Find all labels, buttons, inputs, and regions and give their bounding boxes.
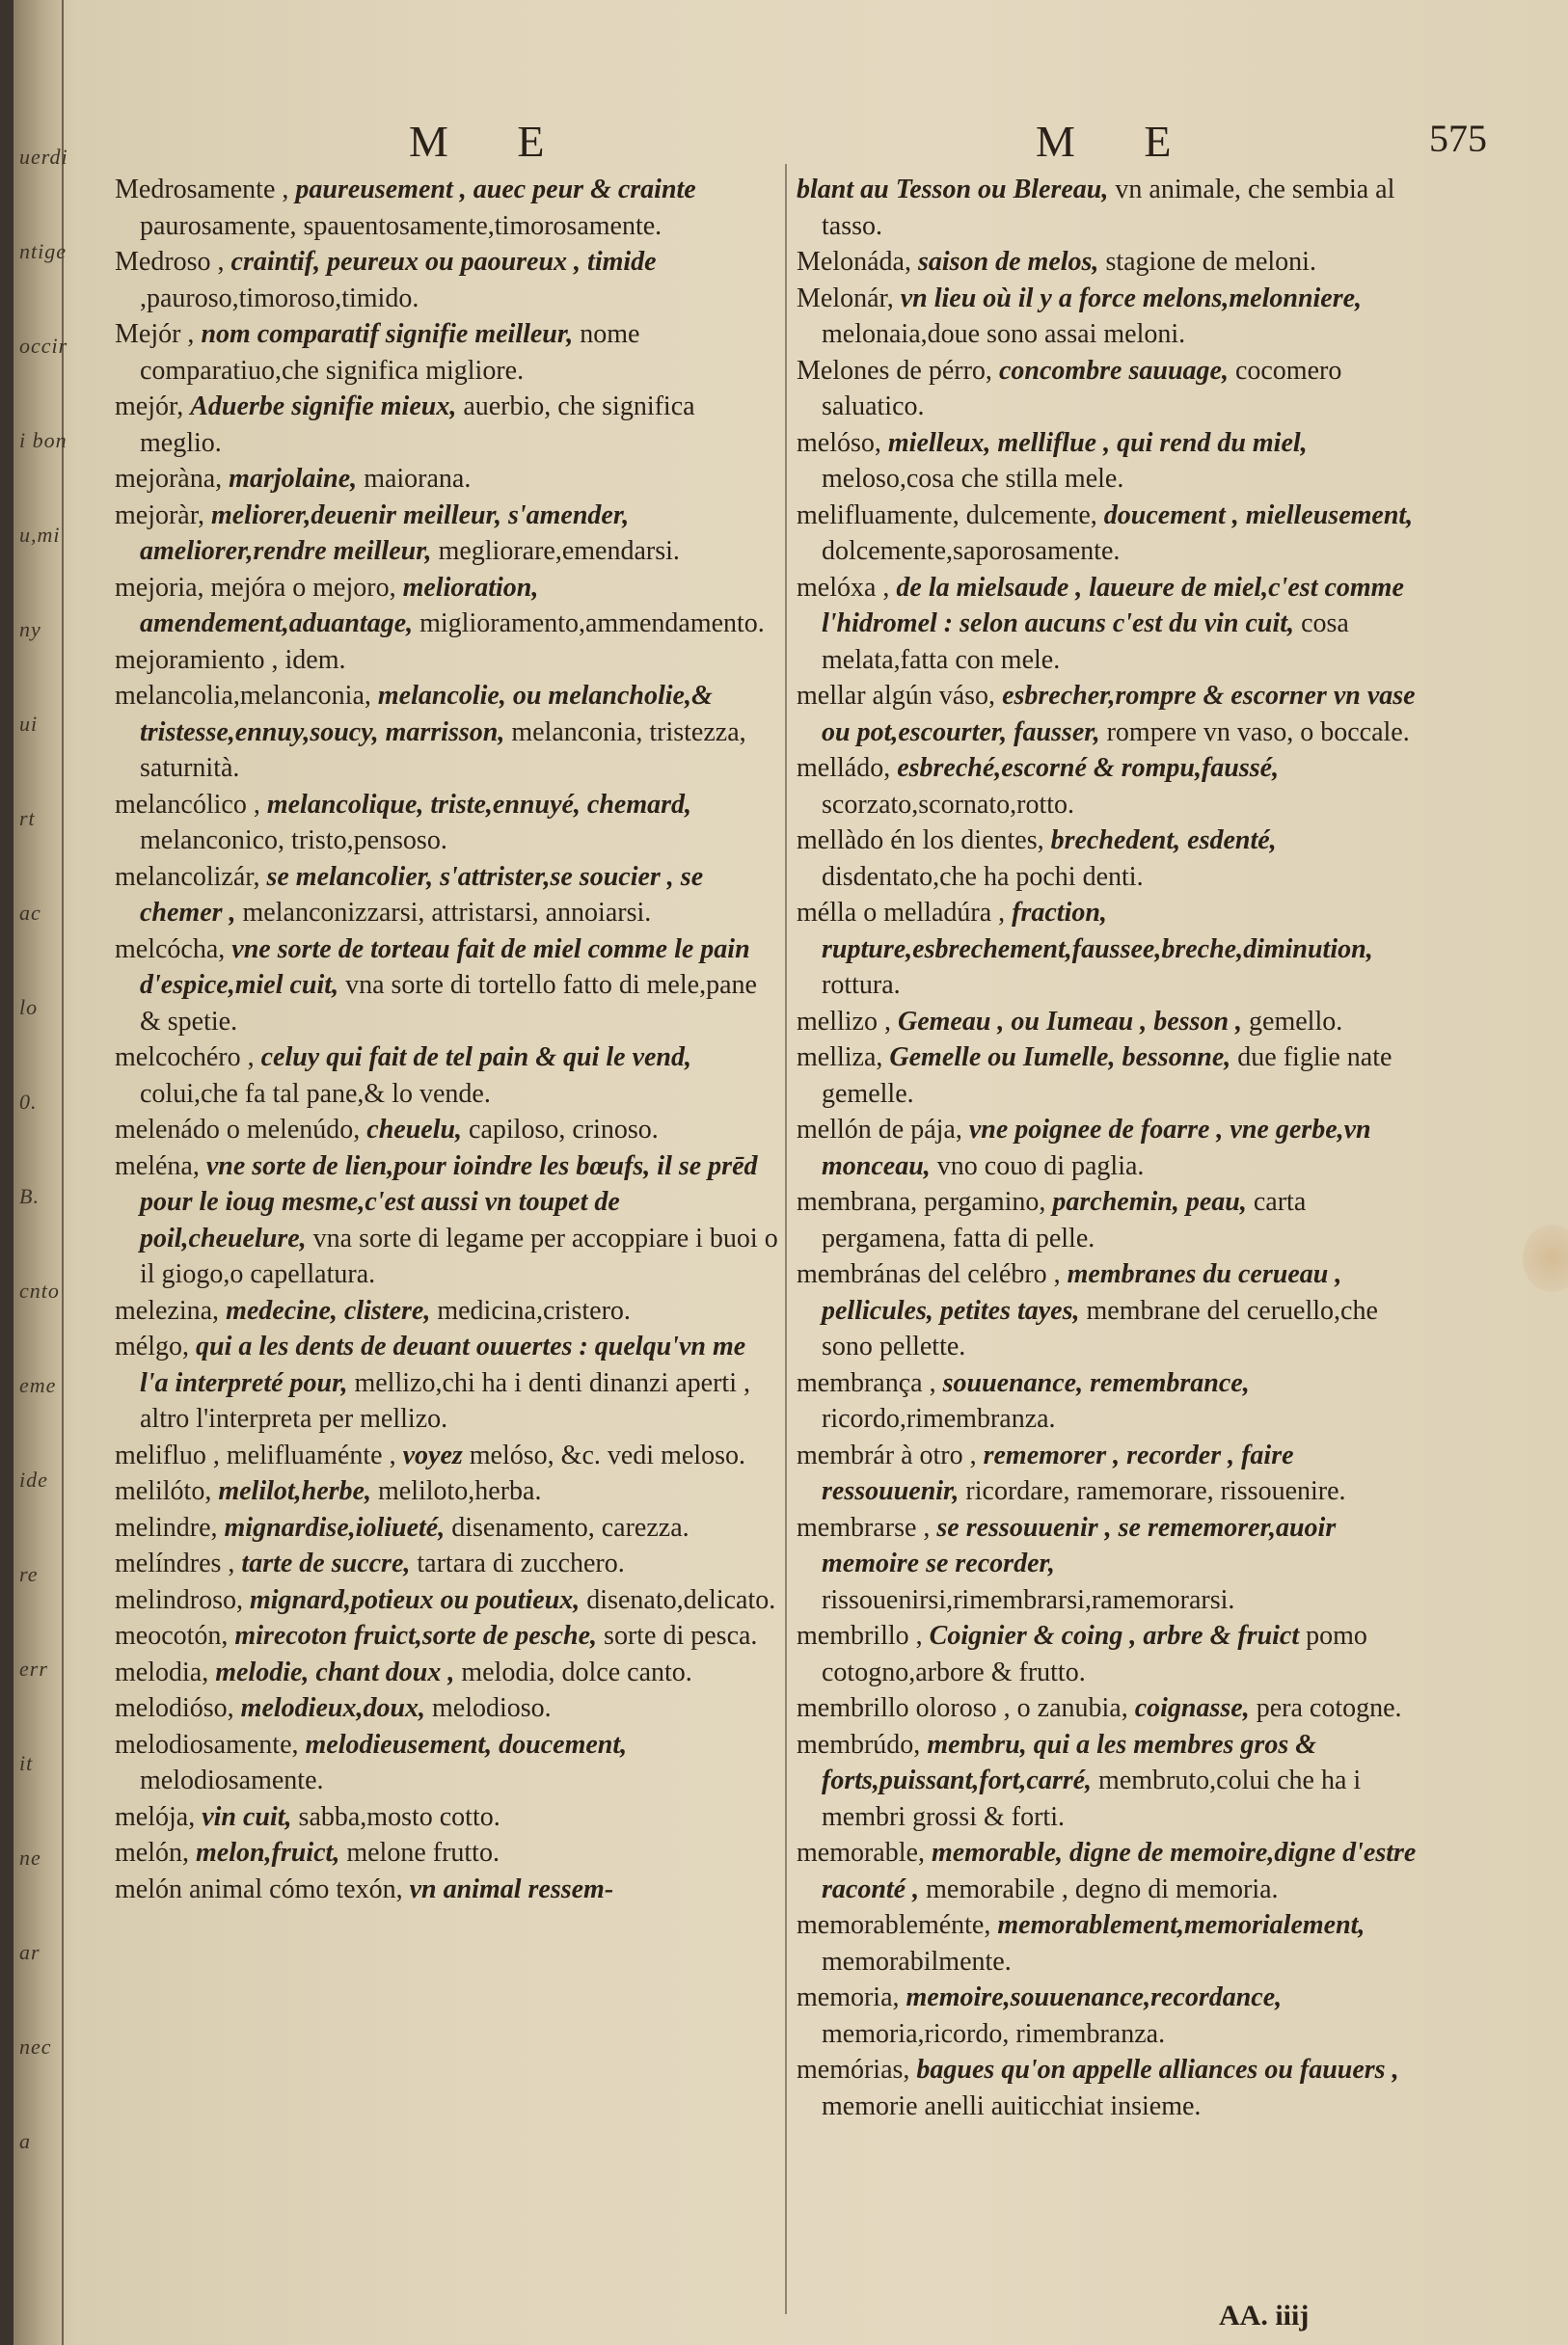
entry-headword: membrillo oloroso , o zanubia, bbox=[797, 1693, 1128, 1723]
entry-headword: melliza, bbox=[797, 1042, 883, 1072]
entry-italian: vno couo di paglia. bbox=[936, 1150, 1145, 1181]
dictionary-entry bbox=[115, 642, 780, 679]
entry-french: de la mielsaude , laueure de miel,c'est comme l'hidromel : selon aucuns c'est du vin cuit, bbox=[822, 572, 1404, 638]
entry-headword: Medrosamente , bbox=[115, 175, 289, 204]
dictionary-entry bbox=[797, 1039, 1433, 1112]
entry-italian: melodioso. bbox=[432, 1693, 552, 1723]
entry-headword: membrár à otro , bbox=[797, 1440, 977, 1470]
bleed-fragment: cnto bbox=[19, 1279, 60, 1303]
entry-french: Gemelle ou Iumelle, bessonne, bbox=[889, 1042, 1231, 1072]
dictionary-entry bbox=[115, 1293, 780, 1330]
entry-headword: melancolia,melanconia, bbox=[115, 681, 371, 711]
dictionary-entry bbox=[797, 678, 1433, 750]
bleed-fragment: 0. bbox=[19, 1090, 38, 1114]
entry-headword: melindre, bbox=[115, 1512, 218, 1543]
entry-french: medecine, clistere, bbox=[226, 1295, 431, 1326]
bleed-fragment: lo bbox=[19, 995, 39, 1019]
signature-mark: AA. iiij bbox=[1219, 2300, 1310, 2332]
previous-page-bleed bbox=[14, 0, 68, 2345]
dictionary-entry bbox=[797, 1727, 1433, 1836]
entry-italian: colui,che fa tal pane,& lo vende. bbox=[140, 1078, 491, 1109]
entry-headword: mélla o melladúra , bbox=[797, 898, 1006, 928]
entry-headword: meocotón, bbox=[115, 1621, 229, 1651]
entry-italian: medicina,cristero. bbox=[437, 1295, 631, 1326]
entry-headword: melilóto, bbox=[115, 1476, 212, 1506]
entry-italian: rissouenirsi,rimembrarsi,ramemorarsi. bbox=[822, 1584, 1235, 1615]
column-rule bbox=[785, 164, 787, 2314]
entry-italian: memoria,ricordo, rimembranza. bbox=[822, 2018, 1166, 2049]
bleed-fragment: ne bbox=[19, 1846, 41, 1870]
dictionary-entry bbox=[115, 1329, 780, 1438]
entry-headword: mélgo, bbox=[115, 1332, 189, 1361]
entry-italian: memorie anelli auiticchiat insieme. bbox=[822, 2090, 1202, 2121]
entry-headword: melón, bbox=[115, 1838, 189, 1868]
entry-french: souuenance, remembrance, bbox=[942, 1367, 1250, 1398]
entry-french: se melancolier, s'attrister,se soucier , se chemer , bbox=[140, 861, 704, 928]
entry-headword: melója, bbox=[115, 1801, 196, 1832]
entry-french: concombre sauuage, bbox=[998, 355, 1229, 386]
entry-headword: melóso, bbox=[797, 427, 881, 458]
right-running-head: M E bbox=[1036, 117, 1201, 166]
dictionary-entry bbox=[797, 1112, 1433, 1184]
dictionary-entry bbox=[115, 931, 780, 1040]
dictionary-entry bbox=[797, 1980, 1433, 2052]
entry-italian: melodia, dolce canto. bbox=[461, 1657, 692, 1687]
entry-headword: mejoràna, bbox=[115, 464, 223, 494]
bleed-fragment: ide bbox=[19, 1468, 48, 1492]
entry-french: membru, qui a les membres gros & forts,puissant,fort,carré, bbox=[822, 1729, 1317, 1795]
entry-italian: rottura. bbox=[822, 970, 901, 1000]
entry-italian: megliorare,emendarsi. bbox=[438, 536, 680, 566]
entry-french: vn lieu où il y a force melons,melonniere, bbox=[900, 283, 1363, 313]
entry-italian: due figlie nate gemelle. bbox=[822, 1042, 1392, 1109]
bleed-fragment: err bbox=[19, 1657, 48, 1681]
entry-french: meliorer,deuenir meilleur, s'amender, ameliorer,rendre meilleur, bbox=[140, 499, 630, 566]
entry-french: rememorer , recorder , faire ressouuenir, bbox=[822, 1440, 1294, 1506]
entry-french: melancolie, ou melancholie,& tristesse,ennuy,soucy, marrisson, bbox=[140, 681, 713, 747]
entry-french: membranes du cerueau , pellicules, petites tayes, bbox=[822, 1259, 1342, 1326]
entry-italian: melóso, &c. vedi meloso. bbox=[469, 1440, 745, 1470]
entry-headword: mellón de pája, bbox=[797, 1115, 962, 1145]
entry-headword: memórias, bbox=[797, 2055, 910, 2085]
entry-french: mielleux, melliflue , qui rend du miel, bbox=[887, 427, 1308, 458]
dictionary-entry bbox=[797, 1256, 1433, 1365]
dictionary-entry bbox=[115, 1473, 780, 1510]
dictionary-entry bbox=[115, 316, 780, 389]
entry-italian: pera cotogne. bbox=[1256, 1693, 1402, 1723]
entry-italian: meliloto,herba. bbox=[377, 1476, 542, 1506]
dictionary-entry bbox=[797, 750, 1433, 822]
entry-italian: cosa melata,fatta con mele. bbox=[822, 608, 1349, 675]
entry-french: nom comparatif signifie meilleur, bbox=[201, 319, 574, 349]
entry-french: se ressouuenir , se rememorer,auoir memoire se recorder, bbox=[822, 1512, 1337, 1578]
entry-headword: memoria, bbox=[797, 1982, 900, 2012]
entry-italian: paurosamente, spauentosamente,timorosamente. bbox=[140, 210, 662, 241]
bleed-fragment: eme bbox=[19, 1373, 57, 1397]
dictionary-entry bbox=[115, 678, 780, 787]
entry-headword: membrarse , bbox=[797, 1512, 931, 1543]
entry-headword: melládo, bbox=[797, 753, 891, 783]
entry-italian: nome comparatiuo,che significa migliore. bbox=[140, 319, 640, 386]
dictionary-entry bbox=[115, 1655, 780, 1691]
entry-headword: mellar algún váso, bbox=[797, 681, 996, 711]
entry-french: melodieusement, doucement, bbox=[305, 1729, 628, 1760]
dictionary-entry bbox=[797, 1907, 1433, 1980]
dictionary-entry bbox=[115, 1799, 780, 1836]
entry-italian: sabba,mosto cotto. bbox=[298, 1801, 500, 1832]
paper-stain bbox=[1523, 1225, 1568, 1292]
dictionary-entry bbox=[115, 1039, 780, 1112]
dictionary-entry bbox=[797, 1004, 1433, 1040]
entry-italian: memorabile , degno di memoria. bbox=[926, 1873, 1279, 1904]
entry-french: memorable, digne de memoire,digne d'estre raconté , bbox=[822, 1838, 1417, 1904]
dictionary-entry bbox=[797, 172, 1433, 244]
entry-headword: melodiosamente, bbox=[115, 1729, 299, 1760]
entry-headword: membrança , bbox=[797, 1367, 936, 1398]
right-column bbox=[797, 172, 1433, 2124]
entry-french: cheuelu, bbox=[366, 1115, 463, 1145]
dictionary-entry bbox=[115, 244, 780, 316]
entry-italian: disdentato,che ha pochi denti. bbox=[822, 861, 1144, 892]
entry-headword: memorableménte, bbox=[797, 1910, 991, 1940]
entry-french: vne sorte de torteau fait de miel comme le pain d'espice,miel cuit, bbox=[140, 933, 750, 1000]
entry-french: vn animal ressem- bbox=[409, 1873, 614, 1904]
entry-french: memoire,souuenance,recordance, bbox=[906, 1982, 1283, 2012]
dictionary-entry bbox=[797, 1438, 1433, 1510]
bleed-fragment: ac bbox=[19, 901, 41, 925]
entry-headword: memorable, bbox=[797, 1838, 925, 1868]
entry-french: mignard,potieux ou poutieux, bbox=[250, 1584, 581, 1615]
entry-french: mirecoton fruict,sorte de pesche, bbox=[234, 1621, 598, 1651]
entry-italian: melanconizzarsi, attristarsi, annoiarsi. bbox=[242, 898, 652, 928]
bleed-fragment: u,mi bbox=[19, 523, 61, 547]
bleed-fragment: ntige bbox=[19, 239, 67, 263]
entry-french: qui a les dents de deuant ouuertes : quelqu'vn me l'a interpreté pour, bbox=[140, 1332, 746, 1398]
bleed-fragment: re bbox=[19, 1562, 39, 1586]
entry-italian: sorte di pesca. bbox=[604, 1621, 758, 1651]
entry-italian: vna sorte di legame per accoppiare i buoi o il giogo,o capellatura. bbox=[140, 1223, 778, 1289]
entry-headword: Mejór , bbox=[115, 319, 195, 349]
dictionary-entry bbox=[115, 570, 780, 642]
page-number: 575 bbox=[1429, 117, 1487, 160]
bleed-fragment: ar bbox=[19, 1940, 41, 1964]
entry-headword: mellàdo én los dientes, bbox=[797, 825, 1044, 855]
entry-french: Gemeau , ou Iumeau , besson , bbox=[897, 1006, 1243, 1037]
entry-french: saison de melos, bbox=[917, 247, 1099, 277]
book-page bbox=[14, 0, 1568, 2345]
entry-headword: melenádo o melenúdo, bbox=[115, 1115, 361, 1145]
entry-headword: melodia, bbox=[115, 1657, 209, 1687]
entry-headword: melindroso, bbox=[115, 1584, 243, 1615]
entry-headword: membrillo , bbox=[797, 1621, 923, 1651]
entry-french: coignasse, bbox=[1134, 1693, 1250, 1723]
entry-italian: ricordare, ramemorare, rissouenire. bbox=[965, 1476, 1346, 1506]
dictionary-entry bbox=[797, 1510, 1433, 1619]
entry-italian: disenato,delicato. bbox=[586, 1584, 776, 1615]
entry-french: vne sorte de lien,pour ioindre les bœufs, il se prēd pour le ioug mesme,c'est aussi vn toupet de poil,cheuelure, bbox=[140, 1150, 758, 1253]
dictionary-entry bbox=[797, 1365, 1433, 1438]
dictionary-entry bbox=[797, 244, 1433, 281]
entry-headword: melcócha, bbox=[115, 933, 226, 964]
dictionary-entry bbox=[797, 570, 1433, 679]
bleed-fragment: rt bbox=[19, 806, 36, 830]
dictionary-entry bbox=[797, 498, 1433, 570]
entry-headword: membrúdo, bbox=[797, 1729, 921, 1760]
dictionary-entry bbox=[115, 1727, 780, 1799]
dictionary-entry bbox=[797, 281, 1433, 353]
entry-italian: rompere vn vaso, o boccale. bbox=[1106, 716, 1410, 747]
bleed-fragment: occir bbox=[19, 334, 68, 358]
bleed-fragment: it bbox=[19, 1751, 34, 1775]
dictionary-entry bbox=[115, 1835, 780, 1872]
entry-headword: melóxa , bbox=[797, 572, 890, 603]
dictionary-entry bbox=[115, 1112, 780, 1148]
dictionary-entry bbox=[797, 1835, 1433, 1907]
entry-italian: disenamento, carezza. bbox=[451, 1512, 689, 1543]
entry-french: melodie, chant doux , bbox=[215, 1657, 455, 1687]
entry-headword: membránas del celébro , bbox=[797, 1259, 1061, 1289]
entry-italian: gemello. bbox=[1249, 1006, 1343, 1037]
bleed-fragment: a bbox=[19, 2129, 31, 2153]
entry-italian: melonaia,doue sono assai meloni. bbox=[822, 319, 1186, 349]
entry-french: vin cuit, bbox=[202, 1801, 292, 1832]
entry-italian: ,pauroso,timoroso,timido. bbox=[140, 283, 419, 313]
entry-french: bagues qu'on appelle alliances ou fauuers , bbox=[916, 2055, 1399, 2085]
entry-french: vne poignee de foarre , vne gerbe,vn monceau, bbox=[822, 1115, 1371, 1181]
entry-french: Aduerbe signifie mieux, bbox=[190, 391, 457, 421]
dictionary-entry bbox=[115, 1618, 780, 1655]
entry-headword: melifluamente, dulcemente, bbox=[797, 499, 1097, 530]
entry-italian: melone frutto. bbox=[346, 1838, 500, 1868]
entry-italian: melanconico, tristo,pensoso. bbox=[140, 825, 447, 855]
left-running-head: M E bbox=[409, 117, 574, 166]
entry-headword: membrana, pergamino, bbox=[797, 1187, 1046, 1217]
entry-italian: meloso,cosa che stilla mele. bbox=[822, 464, 1124, 494]
entry-french: brechedent, esdenté, bbox=[1050, 825, 1277, 855]
dictionary-entry bbox=[797, 822, 1433, 895]
entry-italian: auerbio, che significa meglio. bbox=[140, 391, 695, 458]
dictionary-entry bbox=[797, 1184, 1433, 1256]
entry-italian: melanconia, tristezza, saturnità. bbox=[140, 716, 746, 783]
entry-italian: miglioramento,ammendamento. bbox=[419, 608, 765, 638]
entry-headword: Melonár, bbox=[797, 283, 894, 313]
entry-headword: melíndres , bbox=[115, 1549, 235, 1578]
entry-italian: membrane del ceruello,che sono pellette. bbox=[822, 1295, 1378, 1361]
entry-italian: scorzato,scornato,rotto. bbox=[822, 789, 1075, 820]
bleed-fragment: ny bbox=[19, 617, 41, 641]
dictionary-entry bbox=[115, 1148, 780, 1293]
entry-french: marjolaine, bbox=[229, 464, 358, 494]
dictionary-entry bbox=[797, 353, 1433, 425]
entry-french: melioration, amendement,aduantage, bbox=[140, 572, 539, 638]
entry-italian: maiorana. bbox=[364, 464, 472, 494]
entry-headword: melancolizár, bbox=[115, 861, 260, 892]
entry-italian: mellizo,chi ha i denti dinanzi aperti , altro l'interpreta per mellizo. bbox=[140, 1367, 750, 1434]
entry-headword: meléna, bbox=[115, 1150, 200, 1181]
entry-headword: Medroso , bbox=[115, 247, 225, 277]
entry-italian: vna sorte di tortello fatto di mele,pane & spetie. bbox=[140, 970, 757, 1037]
entry-headword: melón animal cómo texón, bbox=[115, 1873, 403, 1904]
entry-headword: melancólico , bbox=[115, 789, 260, 820]
entry-french: Coignier & coing , arbre & fruict bbox=[929, 1621, 1300, 1651]
bleed-fragment: i bon bbox=[19, 428, 68, 452]
entry-headword: mejoramiento , idem. bbox=[115, 644, 346, 675]
dictionary-entry bbox=[115, 859, 780, 931]
dictionary-entry bbox=[797, 2052, 1433, 2124]
entry-french: mignardise,ioliueté, bbox=[224, 1512, 446, 1543]
entry-french: celuy qui fait de tel pain & qui le vend, bbox=[260, 1042, 691, 1072]
dictionary-entry bbox=[115, 1872, 780, 1908]
dictionary-entry bbox=[115, 461, 780, 498]
dictionary-entry bbox=[797, 1690, 1433, 1727]
entry-italian: ricordo,rimembranza. bbox=[822, 1404, 1056, 1434]
entry-headword: Melonáda, bbox=[797, 247, 911, 277]
entry-italian: memorabilmente. bbox=[822, 1946, 1012, 1977]
entry-headword: mejoria, mejóra o mejoro, bbox=[115, 572, 396, 603]
dictionary-entry bbox=[115, 498, 780, 570]
entry-headword: melodióso, bbox=[115, 1693, 234, 1723]
entry-headword: melcochéro , bbox=[115, 1042, 255, 1072]
bleed-fragment: uerdi bbox=[19, 145, 68, 169]
entry-italian: stagione de meloni. bbox=[1105, 247, 1316, 277]
entry-french: blant au Tesson ou Blereau, bbox=[797, 175, 1109, 204]
entry-french: paureusement , auec peur & crainte bbox=[295, 175, 696, 204]
entry-headword: melifluo , melifluaménte , bbox=[115, 1440, 396, 1470]
dictionary-entry bbox=[115, 1690, 780, 1727]
entry-italian: cocomero saluatico. bbox=[822, 355, 1342, 421]
entry-french: craintif, peureux ou paoureux , timide bbox=[230, 247, 657, 277]
entry-italian: pomo cotogno,arbore & frutto. bbox=[822, 1621, 1367, 1687]
entry-french: melodieux,doux, bbox=[240, 1693, 426, 1723]
entry-italian: carta pergamena, fatta di pelle. bbox=[822, 1187, 1307, 1253]
dictionary-entry bbox=[797, 1618, 1433, 1690]
entry-french: voyez bbox=[402, 1440, 463, 1470]
left-column bbox=[115, 172, 780, 1907]
entry-french: tarte de succre, bbox=[241, 1549, 411, 1578]
bleed-fragment: ui bbox=[19, 712, 39, 736]
dictionary-entry bbox=[115, 1582, 780, 1619]
entry-italian: membruto,colui che ha i membri grossi & forti. bbox=[822, 1765, 1362, 1832]
entry-french: melancolique, triste,ennuyé, chemard, bbox=[266, 789, 692, 820]
bleed-fragment: nec bbox=[19, 2035, 52, 2059]
dictionary-entry bbox=[797, 425, 1433, 498]
entry-italian: vn animale, che sembia al tasso. bbox=[822, 175, 1395, 241]
dictionary-entry bbox=[115, 1438, 780, 1474]
dictionary-entry bbox=[115, 1510, 780, 1547]
entry-french: melilot,herbe, bbox=[218, 1476, 371, 1506]
dictionary-entry bbox=[115, 1546, 780, 1582]
entry-headword: mellizo , bbox=[797, 1006, 891, 1037]
entry-french: fraction, rupture,esbrechement,faussee,breche,diminution, bbox=[822, 898, 1373, 964]
entry-french: doucement , mielleusement, bbox=[1103, 499, 1414, 530]
dictionary-entry bbox=[797, 895, 1433, 1004]
entry-italian: dolcemente,saporosamente. bbox=[822, 536, 1121, 566]
entry-headword: mejoràr, bbox=[115, 499, 204, 530]
entry-italian: capiloso, crinoso. bbox=[469, 1115, 659, 1145]
entry-headword: melezina, bbox=[115, 1295, 220, 1326]
entry-headword: mejór, bbox=[115, 391, 184, 421]
entry-french: parchemin, peau, bbox=[1052, 1187, 1247, 1217]
dictionary-entry bbox=[115, 389, 780, 461]
entry-headword: Melones de pérro, bbox=[797, 355, 992, 386]
entry-italian: tartara di zucchero. bbox=[417, 1549, 625, 1578]
entry-french: esbreché,escorné & rompu,faussé, bbox=[897, 753, 1280, 783]
entry-french: memorablement,memorialement, bbox=[997, 1910, 1365, 1940]
dictionary-entry bbox=[115, 787, 780, 859]
entry-french: melon,fruict, bbox=[196, 1838, 340, 1868]
entry-french: esbrecher,rompre & escorner vn vase ou pot,escourter, fausser, bbox=[822, 681, 1416, 747]
bleed-fragment: B. bbox=[19, 1184, 40, 1208]
entry-italian: melodiosamente. bbox=[140, 1765, 324, 1795]
dictionary-entry bbox=[115, 172, 780, 244]
